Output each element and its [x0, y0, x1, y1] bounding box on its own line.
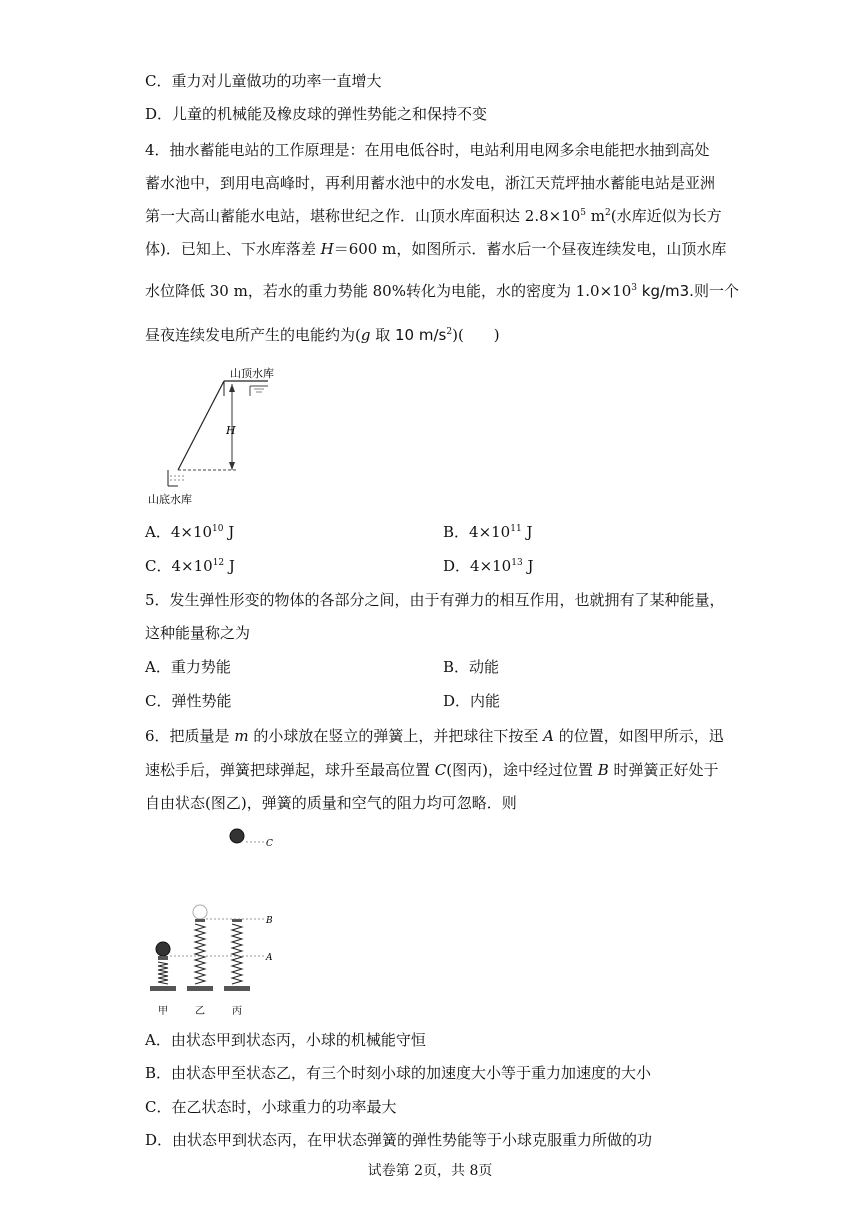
top-reservoir-label: 山顶水库 [230, 367, 274, 380]
figure-yi-label: 乙 [195, 1006, 205, 1017]
q3-option-c: C．重力对儿童做功的功率一直增大 [145, 72, 382, 90]
q4-stem-line5: 水位降低 30 m，若水的重力势能 80%转化为电能，水的密度为 $1.0\times 10^3$ kg/m3.则一个 [145, 282, 739, 300]
q4-option-c: C．$4\times 10^{12}$ J [145, 557, 235, 575]
q6-option-b: B．由状态甲至状态乙，有三个时刻小球的加速度大小等于重力加速度的大小 [145, 1064, 652, 1082]
q4-stem-line4: 体)．已知上、下水库落差 H＝600 m，如图所示．蓄水后一个昼夜连续发电，山顶水库 [145, 240, 727, 258]
position-a-label: A [266, 953, 273, 963]
position-b-label: B [266, 916, 273, 926]
q4-option-d: D．$4\times 10^{13}$ J [443, 557, 534, 575]
q5-option-d: D．内能 [443, 692, 501, 710]
q3-option-d: D．儿童的机械能及橡皮球的弹性势能之和保持不变 [145, 105, 488, 123]
q4-stem-line2: 蓄水池中，到用电高峰时，再利用蓄水池中的水发电，浙江天荒坪抽水蓄能电站是亚洲 [145, 174, 716, 192]
height-h-label: H [226, 424, 236, 437]
spring-ball-diagram [140, 822, 290, 1022]
q6-stem-line1: 6．把质量是 m 的小球放在竖立的弹簧上，并把球往下按至 A 的位置，如图甲所示，迅 [145, 727, 724, 745]
figure-jia-label: 甲 [158, 1006, 168, 1017]
figure-bing-label: 丙 [232, 1006, 242, 1017]
q6-option-d: D．由状态甲到状态丙，在甲状态弹簧的弹性势能等于小球克服重力所做的功 [145, 1131, 653, 1149]
q5-option-b: B．动能 [443, 658, 500, 676]
q4-stem-line3: 第一大高山蓄能水电站，堪称世纪之作．山顶水库面积达 $2.8\times 10^5$ $m^2$(水库近似为长方 [145, 207, 722, 225]
q5-stem-line2: 这种能量称之为 [145, 624, 251, 642]
q5-option-a: A．重力势能 [145, 658, 231, 676]
q6-stem-line2: 速松手后，弹簧把球弹起，球升至最高位置 C(图丙)，途中经过位置 B 时弹簧正好处于 [145, 761, 719, 779]
reservoir-diagram [140, 362, 300, 512]
position-c-label: C [266, 839, 273, 849]
bottom-reservoir-label: 山底水库 [148, 493, 192, 506]
q5-stem-line1: 5．发生弹性形变的物体的各部分之间，由于有弹力的相互作用，也就拥有了某种能量， [145, 591, 725, 609]
q6-option-c: C．在乙状态时，小球重力的功率最大 [145, 1098, 397, 1116]
q4-option-a: A．$4\times 10^{10}$ J [145, 523, 235, 541]
q4-option-b: B．$4\times 10^{11}$ J [443, 523, 533, 541]
q4-stem-line1: 4．抽水蓄能电站的工作原理是：在用电低谷时，电站利用电网多余电能把水抽到高处 [145, 141, 710, 159]
q6-stem-line3: 自由状态(图乙)，弹簧的质量和空气的阻力均可忽略．则 [145, 794, 517, 812]
q4-stem-line6: 昼夜连续发电所产生的电能约为(g 取 10 $m/s^2$)( ) [145, 326, 500, 344]
q5-option-c: C．弹性势能 [145, 692, 232, 710]
page-footer: 试卷第 2页，共 8页 [367, 1163, 493, 1179]
q6-option-a: A．由状态甲到状态丙，小球的机械能守恒 [145, 1031, 426, 1049]
